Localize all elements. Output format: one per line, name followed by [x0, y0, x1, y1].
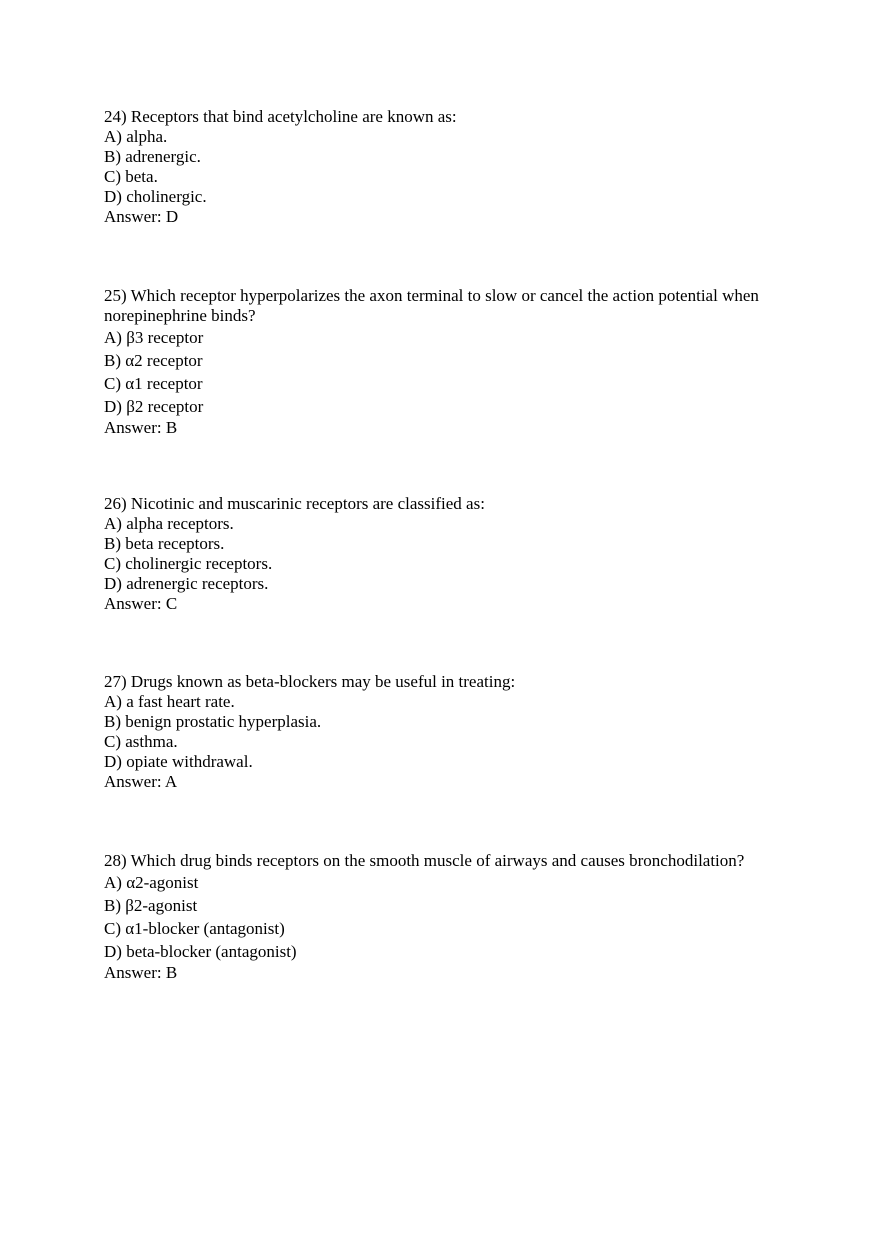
question-stem: 24) Receptors that bind acetylcholine are known as: — [104, 107, 457, 126]
option-a: A) alpha. — [104, 127, 168, 146]
option-b: B) adrenergic. — [104, 147, 201, 166]
option-a: A) alpha receptors. — [104, 514, 234, 533]
question-stem-line1: 25) Which receptor hyperpolarizes the axon terminal to slow or cancel the action potential when — [104, 286, 759, 305]
option-d: D) opiate withdrawal. — [104, 752, 253, 771]
answer: Answer: A — [104, 772, 178, 791]
question-stem: 28) Which drug binds receptors on the smooth muscle of airways and causes bronchodilation? — [104, 851, 745, 870]
answer: Answer: B — [104, 963, 178, 982]
question-25 — [104, 286, 804, 438]
option-d: D) beta-blocker (antagonist) — [104, 942, 297, 961]
option-c: C) α1-blocker (antagonist) — [104, 919, 285, 938]
question-stem: 27) Drugs known as beta-blockers may be useful in treating: — [104, 672, 516, 691]
option-d: D) β2 receptor — [104, 397, 204, 416]
question-26 — [104, 494, 804, 614]
question-24 — [104, 107, 804, 227]
option-c: C) asthma. — [104, 732, 178, 751]
option-c: C) α1 receptor — [104, 374, 203, 393]
answer: Answer: B — [104, 418, 178, 437]
option-c: C) cholinergic receptors. — [104, 554, 273, 573]
option-b: B) α2 receptor — [104, 351, 203, 370]
option-b: B) β2-agonist — [104, 896, 198, 915]
question-28 — [104, 851, 804, 983]
option-c: C) beta. — [104, 167, 158, 186]
option-b: B) benign prostatic hyperplasia. — [104, 712, 322, 731]
option-d: D) adrenergic receptors. — [104, 574, 269, 593]
question-27 — [104, 672, 804, 792]
question-stem: 26) Nicotinic and muscarinic receptors are classified as: — [104, 494, 485, 513]
option-a: A) α2-agonist — [104, 873, 199, 892]
answer: Answer: D — [104, 207, 179, 226]
option-a: A) a fast heart rate. — [104, 692, 235, 711]
question-stem-line2: norepinephrine binds? — [104, 306, 256, 325]
option-a: A) β3 receptor — [104, 328, 204, 347]
option-d: D) cholinergic. — [104, 187, 207, 206]
option-b: B) beta receptors. — [104, 534, 225, 553]
answer: Answer: C — [104, 594, 178, 613]
